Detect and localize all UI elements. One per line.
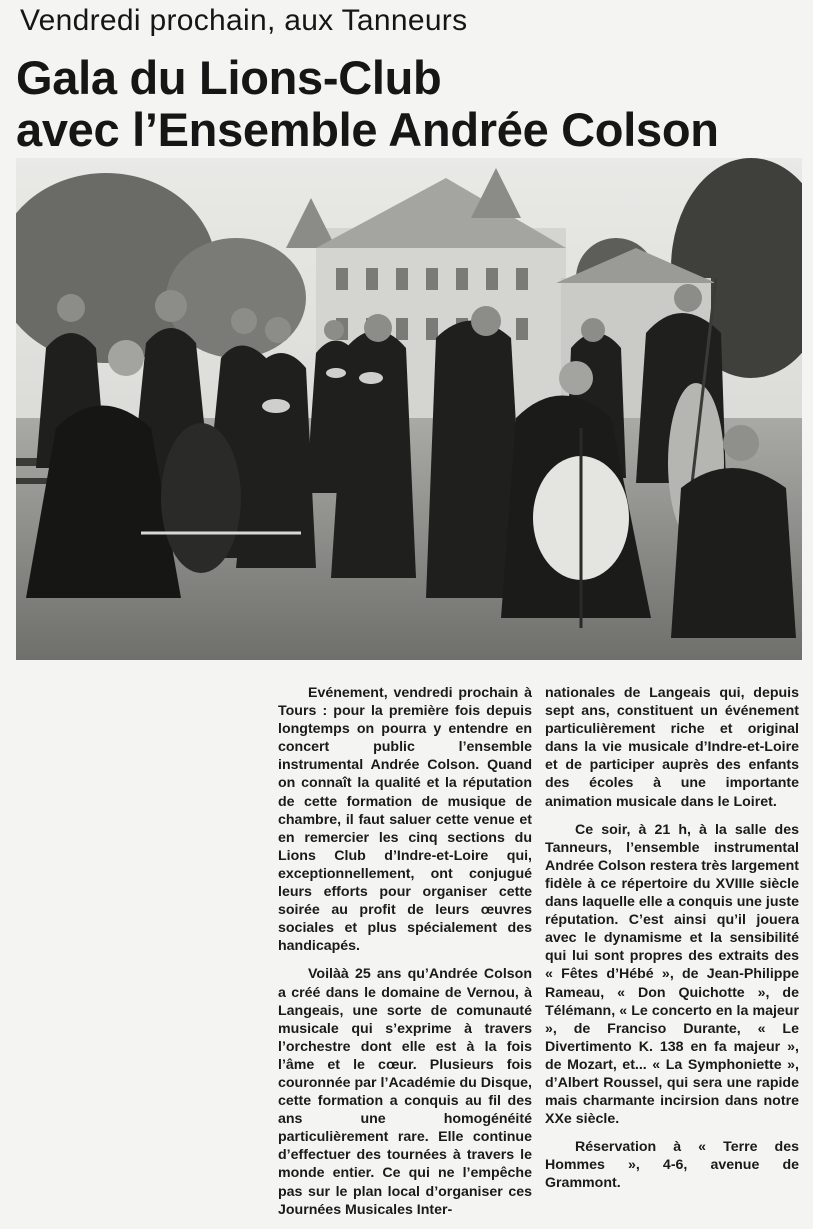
paragraph: nationales de Langeais qui, depuis sept ans, constituent un événement particulièrement riche et original dans la vie musicale d’Indre-et-Loire et de participer auprès des enfants des écoles à une importante animation musicale dans le Loiret. — [545, 685, 799, 810]
article-headline-line1: Gala du Lions-Club — [16, 51, 442, 104]
paragraph: Réservation à « Terre des Hommes », 4-6, avenue de Grammont. — [545, 1139, 799, 1192]
paragraph: Voilàà 25 ans qu’Andrée Colson a créé dans le domaine de Vernou, à Langeais, une sorte de comunauté musicale qui s’exprime à travers l’orchestre dont elle est à la fois l’âme et le cœur. Plusieurs fois couronnée par l’Académie du Disque, cette formation a conquis au fil des ans une homogénéité particulièrement rare. Elle continue d’effectuer des tournées à travers le monde entier. Ce qui ne l’empêche pas sur le plan local d’organiser ces Journées Musicales Inter- — [278, 966, 532, 1218]
article-photo — [16, 158, 802, 660]
paragraph: Ce soir, à 21 h, à la salle des Tanneurs, l’ensemble instrumental Andrée Colson restera très largement fidèle à ce répertoire du XVIIIe siècle dans laquelle elle a conquis une juste réputation. C’est ainsi qu’il jouera avec le dynamisme et la sensibilité qui lui sont propres des extraits des « Fêtes d’Hébé », de Jean-Philippe Rameau, « Don Quichotte », de Télémann, « Le concerto en la majeur », de Franciso Durante, « Le Divertimento K. 138 en fa majeur », de Mozart, et... « La Symphoniette », d’Albert Roussel, qui sera une rapide mais charmante incirsion dans notre XXe siècle. — [545, 821, 799, 1128]
photo-illustration — [16, 158, 802, 660]
article-kicker: Vendredi prochain, aux Tanneurs — [20, 4, 468, 37]
article-column-1 — [278, 684, 532, 1229]
paragraph: Evénement, vendredi prochain à Tours : pour la première fois depuis longtemps on pourra y entendre en concert public l’ensemble instrumental Andrée Colson. Quand on connaît la qualité et la réputation de cette formation de musique de chambre, il faut saluer cette venue et en remercier les cinq sections du Lions Club d’Indre-et-Loire qui, exceptionnellement, ont conjugué leurs efforts pour organiser cette soirée au profit de leurs œuvres sociales et plus spécialement des handicapés. — [278, 685, 532, 955]
article-headline-line2: avec l’Ensemble Andrée Colson — [16, 103, 719, 156]
article-column-2 — [545, 684, 799, 1203]
